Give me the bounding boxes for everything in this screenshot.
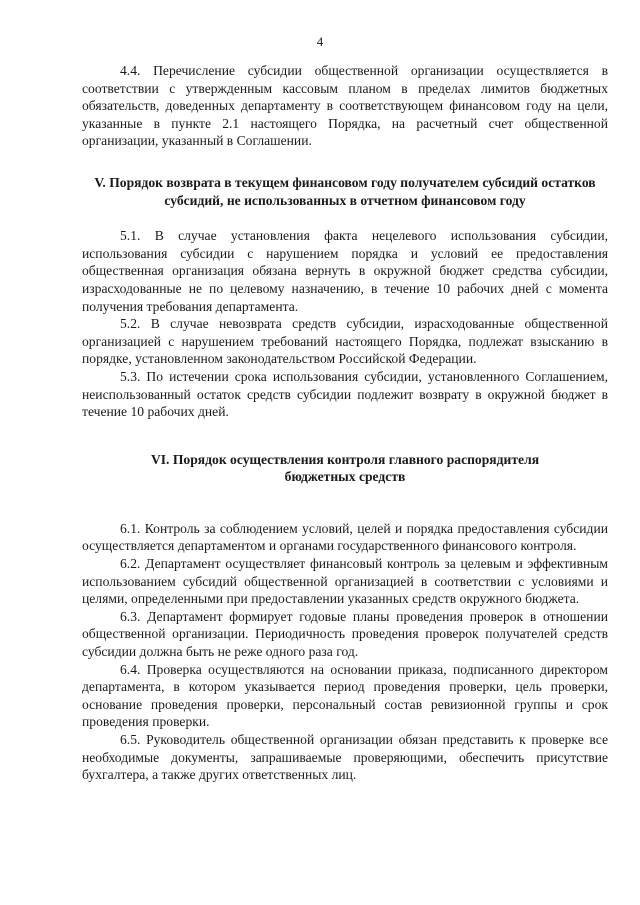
paragraph-5-3: 5.3. По истечении срока использования субсидии, установленного Соглашением, неиспользованный остаток средств субсидии подлежит возврату в окружной бюджет в течение 10 рабочих дней. (82, 368, 608, 420)
paragraph-5-1: 5.1. В случае установления факта нецелевого использования субсидии, использования субсидии с нарушением порядка и условий ее предоставления общественная организация обязана вернуть в окружной бюджет средства субсидии, израсходованные не по целевому назначению, в течение 10 рабочих дней с момента получения требования департамента. (82, 228, 608, 314)
section-5-body (82, 227, 608, 421)
paragraph-6-2: 6.2. Департамент осуществляет финансовый контроль за целевым и эффективным использованием субсидий общественной организацией в соответствии с условиями и целями, определенными при предоставлении указанных средств окружного бюджета. (82, 556, 608, 607)
section-6-body (82, 520, 608, 784)
paragraph-6-5: 6.5. Руководитель общественной организации обязан представить к проверке все необходимые документы, запрашиваемые проверяющими, обеспечить присутствие бухгалтера, а также других ответственных лиц. (82, 732, 608, 783)
paragraph-6-1: 6.1. Контроль за соблюдением условий, целей и порядка предоставления субсидии осуществляется департаментом и органами государственного финансового контроля. (82, 520, 608, 554)
paragraph-4-4: 4.4. Перечисление субсидии общественной организации осуществляется в соответствии с утвержденным кассовым планом в пределах лимитов бюджетных обязательств, доведенных департаменту в соответствующем финансовом году на цели, указанные в пункте 2.1 настоящего Порядка, на расчетный счет общественной организации, указанный в Соглашении. (82, 63, 608, 149)
section-5-heading: V. Порядок возврата в текущем финансовом году получателем субсидий остатков субсидий, не использованных в отчетном финансовом году (94, 174, 596, 208)
paragraph-5-2: 5.2. В случае невозврата средств субсидии, израсходованные общественной организацией с нарушением требований настоящего Порядка, подлежат взысканию в порядке, установленном законодательством Российской Федерации. (82, 316, 608, 367)
document-body (82, 62, 608, 784)
section-6-heading (82, 451, 608, 486)
page-number: 4 (316, 34, 324, 49)
paragraph-6-3: 6.3. Департамент формирует годовые планы проведения проверок в отношении общественной организации. Периодичность проведения проверок получателей средств субсидии должна быть не реже одного раза год. (82, 608, 608, 660)
section-6-heading-line1: VI. Порядок осуществления контроля главного распорядителя (150, 451, 540, 467)
section-6-heading-line2: бюджетных средств (284, 469, 406, 485)
paragraph-6-4: 6.4. Проверка осуществляются на основании приказа, подписанного директором департамента, в котором указывается период проведения проверки, цель проверки, основание проведения проверки, персональный состав ревизионной группы и срок проведения проверки. (82, 661, 608, 730)
